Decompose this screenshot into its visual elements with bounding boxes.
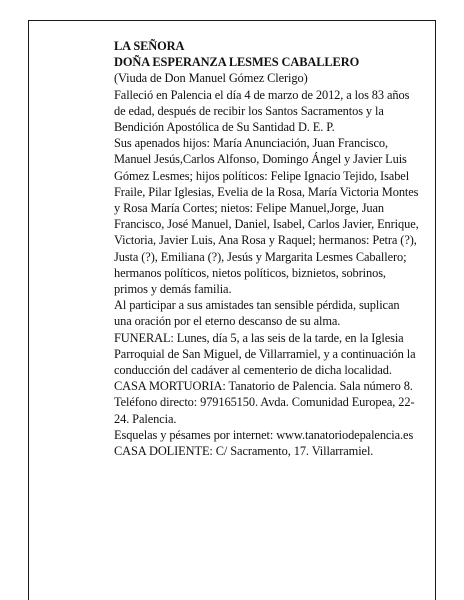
family-home: CASA DOLIENTE: C/ Sacramento, 17. Villarramiel. [114,444,374,459]
death-notice: Falleció en Palencia el día 4 de marzo de 2012, a los 83 años de edad, después de recibir los Santos Sacramentos y la Bendición Apostólica de Su Santidad D. E. P. [114,87,410,135]
obituary-text [114,38,419,459]
obituary-heading: LA SEÑORA [114,39,185,53]
condolences-info: Esquelas y pésames por internet: www.tanatoriodepalencia.es [114,427,414,442]
widow-line: (Viuda de Don Manuel Gómez Clerigo) [114,71,308,86]
deceased-name: DOÑA ESPERANZA LESMES CABALLERO [114,55,360,70]
prayer-request: Al participar a sus amistades tan sensible pérdida, suplican una oración por el eterno descanso de su alma. [114,298,400,329]
mortuary-details: CASA MORTUORIA: Tanatorio de Palencia. Sala número 8. Teléfono directo: 979165150. Avda. Comunidad Europea, 22-24. Palencia. [114,379,415,426]
family-list: Sus apenados hijos: María Anunciación, Juan Francisco, Manuel Jesús,Carlos Alfonso, Domingo Ángel y Javier Luis Gómez Lesmes; hijos políticos: Felipe Ignacio Tejido, Isabel Fraile, Pilar Iglesias, Evelia de la Rosa, María Victoria Montes y Rosa María Cortes; nietos: Felipe Manuel,Jorge, Juan Francisco, José Manuel, Daniel, Isabel, Carlos Javier, Enrique, Victoria, Javier Luis, Ana Rosa y Raquel; hermanos: Petra (?), Justa (?), Emiliana (?), Jesús y Margarita Lesmes Caballero; hermanos políticos, nietos políticos, biznietos, sobrinos, primos y demás familia. [114,136,419,297]
funeral-details: FUNERAL: Lunes, día 5, a las seis de la tarde, en la Iglesia Parroquial de San Miguel, de Villarramiel, y a continuación la conducción del cadáver al cementerio de dicha localidad. [114,330,416,378]
